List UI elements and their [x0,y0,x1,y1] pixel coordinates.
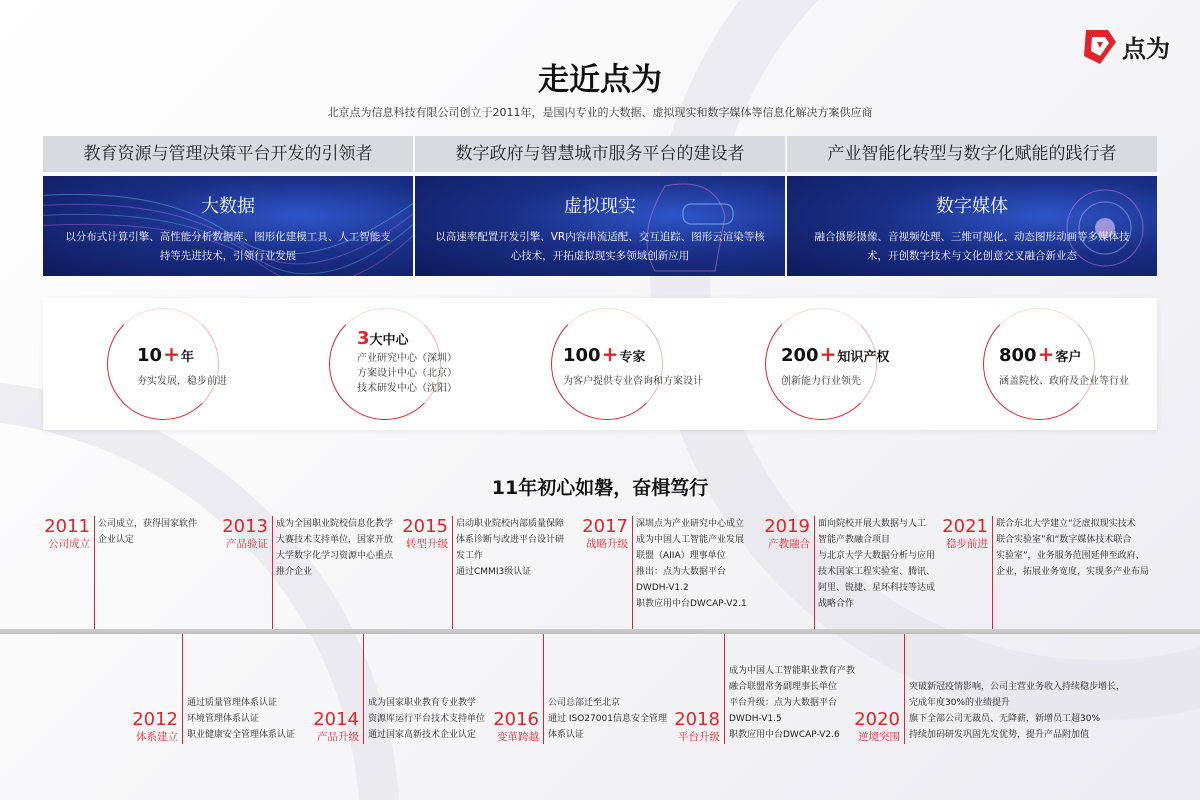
stat-description: 涵盖院校、政府及企业等行业 [999,376,1129,387]
stat-centers [357,328,457,396]
card-virtual-reality [415,136,785,276]
stat-value: 100+专家 [563,342,646,366]
year-connector [724,634,725,744]
milestone-2021: 联合东北大学建立“泛虚拟现实技术 联合实验室”和“数字媒体技术联合 实验室”，业务服务范围延伸至政府、 企业，拓展业务宽度，实现多产业布局 [996,519,1150,577]
year-label-2013: 2013 产品验证 [222,516,268,550]
year-label-2020: 2020 逆境突围 [854,709,900,743]
year-label-2012: 2012 体系建立 [132,709,178,743]
stat-center-list: 产业研究中心（深圳） 方案设计中心（北京） 技术研发中心（沈阳） [357,353,457,394]
year-label-2017: 2017 战略升级 [582,516,628,550]
stat-description: 创新能力行业领先 [781,376,861,387]
year-label-2015: 2015 转型升级 [402,516,448,550]
year-connector [94,516,95,629]
logo-text: 点为 [1122,34,1170,63]
card-title: 大数据 [201,196,255,217]
year-connector [452,516,453,629]
milestone-2016: 公司总部迁至北京 通过 ISO27001信息安全管理 体系认证 [548,698,667,740]
year-connector [363,634,364,744]
card-description: 融合摄影摄像、音视频处理、三维可视化、动态图形动画等多媒体技术，开创数字技术与文化创意交叉融合新业态 [814,231,1130,262]
milestone-2013: 成为全国职业院校信息化教学 大赛技术支持单位，国家开放 大学数字化学习资源中心重点 推介企业 [276,519,394,577]
stat-years [137,342,227,387]
year-connector [814,516,815,629]
card-description: 以分布式计算引擎、高性能分析数据库、图形化建模工具、人工智能支持等先进技术，引领行业发展 [65,231,391,262]
year-label-2019: 2019 产教融合 [764,516,810,550]
milestone-2020: 突破新冠疫情影响，公司主营业务收入持续稳步增长， 完成年度30%的业绩提升 旗下全部公司无裁员、无降薪，新增员工超30% 持续加码研发巩固先发优势，提升产品附加值 [909,682,1126,740]
milestone-2019: 面向院校开展大数据与人工 智能产教融合项目 与北京大学大数据分析与应用 技术国家工程实验室、腾讯、 阿里、锐捷、星环科技等达成 战略合作 [818,519,936,609]
stat-value: 800+客户 [999,342,1082,366]
stat-value: 3大中心 [357,328,409,349]
timeline-title: 11年初心如磐，奋楫笃行 [491,477,709,499]
year-connector [272,516,273,629]
milestone-2011: 公司成立，获得国家软件 企业认定 [98,519,198,545]
year-connector [632,516,633,629]
card-big-data [43,136,413,276]
year-label-2011: 2011 公司成立 [44,516,90,550]
page-subtitle: 北京点为信息科技有限公司创立于2011年，是国内专业的大数据、虚拟现实和数字媒体等信息化解决方案供应商 [327,106,873,119]
stats-panel [43,298,1157,430]
year-connector [904,634,905,744]
year-connector [992,516,993,629]
timeline-axis [0,629,1200,634]
milestone-2018: 成为中国人工智能职业教育产教 融合联盟常务副理事长单位 平台升级：点为大数据平台 DWDH-V1.5 职教应用中台DWCAP-V2.6 [729,666,856,740]
card-heading: 教育资源与管理决策平台开发的引领者 [43,136,413,172]
year-label-2021: 2021 稳步前进 [942,516,988,550]
milestone-2012: 通过质量管理体系认证 环境管理体系认证 职业健康安全管理体系认证 [187,698,296,740]
milestone-2014: 成为国家职业教育专业教学 资源库运行平台技术支持单位 通过国家高新技术企业认定 [368,698,486,740]
card-description: 以高速率配置开发引擎、VR内容串流适配、交互追踪、图形云渲染等核心技术，开拓虚拟现实多领域创新应用 [435,231,765,262]
stat-value: 200+知识产权 [781,342,890,366]
card-body [43,176,413,276]
stat-ip [781,342,889,387]
year-connector [182,634,183,744]
stat-description: 夯实发展，稳步前进 [137,376,227,387]
card-body [415,176,785,276]
milestone-2015: 启动职业院校内部质量保障 体系诊断与改进平台设计研 发工作 通过CMMI3级认证 [456,519,565,577]
year-label-2018: 2018 平台升级 [674,709,720,743]
milestone-2017: 深圳点为产业研究中心成立 成为中国人工智能产业发展 联盟（AIIA）理事单位 推出：点为大数据平台 DWDH-V1.2 职教应用中台DWCAP-V2.1 [636,519,747,609]
card-title: 虚拟现实 [564,196,636,217]
year-label-2016: 2016 变革跨越 [493,709,539,743]
card-digital-media [787,136,1157,276]
stat-clients [999,342,1129,387]
card-heading: 数字政府与智慧城市服务平台的建设者 [415,136,785,172]
stat-value: 10+年 [137,342,194,366]
page-title: 走近点为 [538,62,662,98]
card-title: 数字媒体 [936,196,1008,217]
stat-description: 为客户提供专业咨询和方案设计 [563,376,703,387]
stat-experts [563,342,703,387]
year-label-2014: 2014 产品升级 [313,709,359,743]
card-heading: 产业智能化转型与数字化赋能的践行者 [787,136,1157,172]
card-body [787,176,1157,276]
year-connector [543,634,544,744]
